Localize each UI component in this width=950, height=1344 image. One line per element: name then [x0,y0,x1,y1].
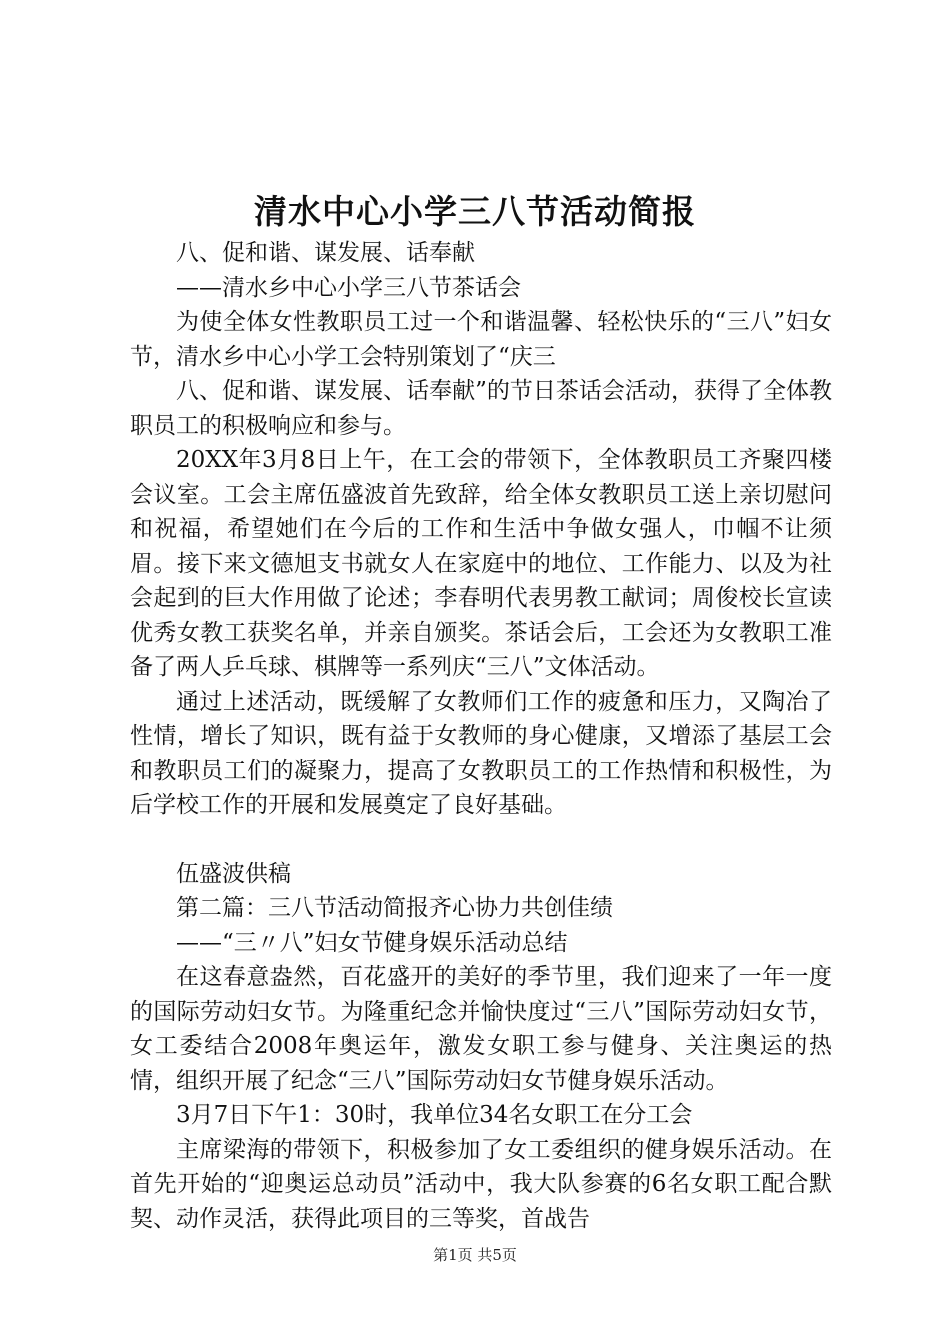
document-body [130,236,832,1236]
paragraph: 3月7日下午1：30时，我单位34名女职工在分工会 [176,1102,693,1128]
paragraph: 在这春意盎然，百花盛开的美好的季节里，我们迎来了一年一度的国际劳动妇女节。为隆重纪念并愉快度过“三八”国际劳动妇女节，女工委结合2008年奥运年，激发女职工参与健身、关注奥运的热情，组织开展了纪念“三八”国际劳动妇女节健身娱乐活动。 [130,964,832,1094]
paragraph-subtitle-2: ——清水乡中心小学三八节茶话会 [176,274,521,301]
paragraph-section-subtitle: ——“三〃八”妇女节健身娱乐活动总结 [176,929,568,956]
paragraph-spacer [130,823,832,857]
paragraph: 主席梁海的带领下，积极参加了女工委组织的健身娱乐活动。在首先开始的“迎奥运总动员”活动中，我大队参赛的6名女职工配合默契、动作灵活，获得此项目的三等奖，首战告 [130,1136,832,1232]
paragraph-byline: 伍盛波供稿 [176,860,291,887]
paragraph: 20XX年3月8日上午，在工会的带领下，全体教职员工齐聚四楼会议室。工会主席伍盛波首先致辞，给全体女教职员工送上亲切慰问和祝福，希望她们在今后的工作和生活中争做女强人，巾帼不让须眉。接下来文德旭支书就女人在家庭中的地位、工作能力、以及为社会起到的巨大作用做了论述；李春明代表男教工献词；周俊校长宣读优秀女教工获奖名单，并亲自颁奖。茶话会后，工会还为女教职工准备了两人乒乓球、棋牌等一系列庆“三八”文体活动。 [130,447,832,680]
paragraph: 通过上述活动，既缓解了女教师们工作的疲惫和压力，又陶冶了性情，增长了知识，既有益于女教师的身心健康，又增添了基层工会和教职员工们的凝聚力，提高了女教职员工的工作热情和积极性，为后学校工作的开展和发展奠定了良好基础。 [130,688,832,818]
paragraph-subtitle-1: 八、促和谐、谋发展、话奉献 [176,240,475,266]
paragraph-section-heading: 第二篇：三八节活动简报齐心协力共创佳绩 [176,895,613,921]
document-title: 清水中心小学三八节活动简报 [254,192,696,231]
paragraph: 八、促和谐、谋发展、话奉献”的节日茶话会活动，获得了全体教职员工的积极响应和参与。 [130,378,832,439]
page-footer: 第1页 共5页 [433,1246,517,1264]
paragraph: 为使全体女性教职员工过一个和谐温馨、轻松快乐的“三八”妇女节，清水乡中心小学工会特别策划了“庆三 [130,309,832,370]
